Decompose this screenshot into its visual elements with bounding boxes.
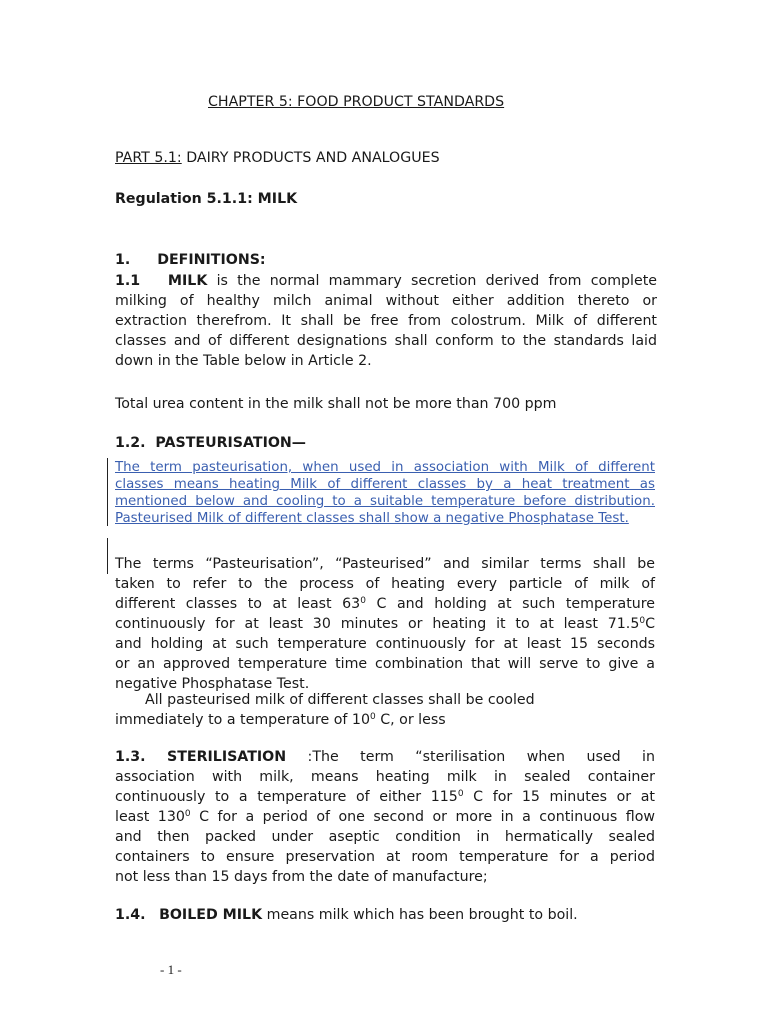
sterilisation-paragraph: 1.3. STERILISATION :The term “sterilisation when used in association with milk, means heating milk in sealed container continuously to a temperature of either $115^0$ C for 15 minutes or at least $130^0$ C for a period of one second or more in a continuous flow and then packed under aseptic condition in hermatically sealed containers to ensure preservation at room temperature for a period not less than 15 days from the date of manufacture; xyxy=(115,749,655,889)
milk-line-4: classes and of different designations shall conform to the standards laid xyxy=(115,333,657,349)
boiled-milk-definition xyxy=(115,907,578,923)
cooling-line-2: immediately to a temperature of $10^0$ C, or less xyxy=(115,712,446,728)
milk-line-5: down in the Table below in Article 2. xyxy=(115,353,372,369)
milk-line-1: is the normal mammary secretion derived from complete xyxy=(207,273,657,289)
ster-line-2: association with milk, means heating milk in sealed container xyxy=(115,769,655,785)
ster-line-7: not less than 15 days from the date of manufacture; xyxy=(115,869,488,885)
change-bar xyxy=(107,458,108,526)
past-line-1: The terms “Pasteurisation”, “Pasteurised” and similar terms shall be xyxy=(115,556,655,572)
sterilisation-title: STERILISATION xyxy=(166,749,287,765)
tracked-insertion xyxy=(115,459,655,527)
s1-1-number: 1.1 xyxy=(115,273,141,289)
milk-definition xyxy=(115,273,657,373)
milk-line-3: extraction therefrom. It shall be free from colostrum. Milk of different xyxy=(115,313,657,329)
insert-line-3: mentioned below and cooling to a suitable temperature before distribution. xyxy=(115,494,655,509)
urea-note: Total urea content in the milk shall not be more than 700 ppm xyxy=(115,396,557,412)
s1-3-number: 1.3. xyxy=(115,749,146,765)
part-number: PART 5.1: xyxy=(115,150,182,166)
boiled-milk-term: BOILED MILK xyxy=(159,907,263,923)
pasteurisation-title: PASTEURISATION— xyxy=(155,435,306,451)
insert-line-2: classes means heating Milk of different classes by a heat treatment as xyxy=(115,477,655,492)
change-bar-2 xyxy=(107,538,108,574)
boiled-milk-text: means milk which has been brought to boil. xyxy=(262,907,578,923)
definitions-number: 1. xyxy=(115,252,131,268)
definitions-heading xyxy=(115,252,266,268)
cooling-line-1: All pasteurised milk of different classes shall be cooled xyxy=(145,692,535,708)
past-line-7: negative Phosphatase Test. xyxy=(115,676,310,692)
regulation-heading: Regulation 5.1.1: MILK xyxy=(115,191,298,207)
s1-2-number: 1.2. xyxy=(115,435,146,451)
past-line-6: or an approved temperature time combination that will serve to give a xyxy=(115,656,655,672)
past-line-5: and holding at such temperature continuously for at least 15 seconds xyxy=(115,636,655,652)
s1-4-number: 1.4. xyxy=(115,907,146,923)
insert-line-1: The term pasteurisation, when used in association with Milk of different xyxy=(115,460,655,475)
chapter-title: CHAPTER 5: FOOD PRODUCT STANDARDS xyxy=(208,94,505,110)
pasteurisation-heading xyxy=(115,435,306,451)
definitions-title: DEFINITIONS: xyxy=(157,252,266,268)
milk-term: MILK xyxy=(167,273,208,289)
milk-line-2: milking of healthy milch animal without either addition thereto or xyxy=(115,293,657,309)
page-number: - 1 - xyxy=(160,962,182,977)
pasteurisation-paragraph xyxy=(115,556,655,696)
ster-line-4: least $130^0$ C for a period of one second or more in a continuous flow xyxy=(115,809,655,825)
insert-line-4: Pasteurised Milk of different classes shall show a negative Phosphatase Test. xyxy=(115,511,629,526)
part-heading xyxy=(115,150,440,166)
past-line-2: taken to refer to the process of heating every particle of milk of xyxy=(115,576,655,592)
ster-line-6: containers to ensure preservation at room temperature for a period xyxy=(115,849,655,865)
part-title: DAIRY PRODUCTS AND ANALOGUES xyxy=(186,150,440,166)
past-line-3: different classes to at least $63^0$ C and holding at such temperature xyxy=(115,596,656,612)
past-line-4: continuously for at least 30 minutes or heating it to at least 71.5$^0$C xyxy=(115,616,655,632)
ster-line-5: and then packed under aseptic condition in hermatically sealed xyxy=(115,829,655,845)
ster-line-3: continuously to a temperature of either $115^0$ C for 15 minutes or at xyxy=(115,789,655,805)
